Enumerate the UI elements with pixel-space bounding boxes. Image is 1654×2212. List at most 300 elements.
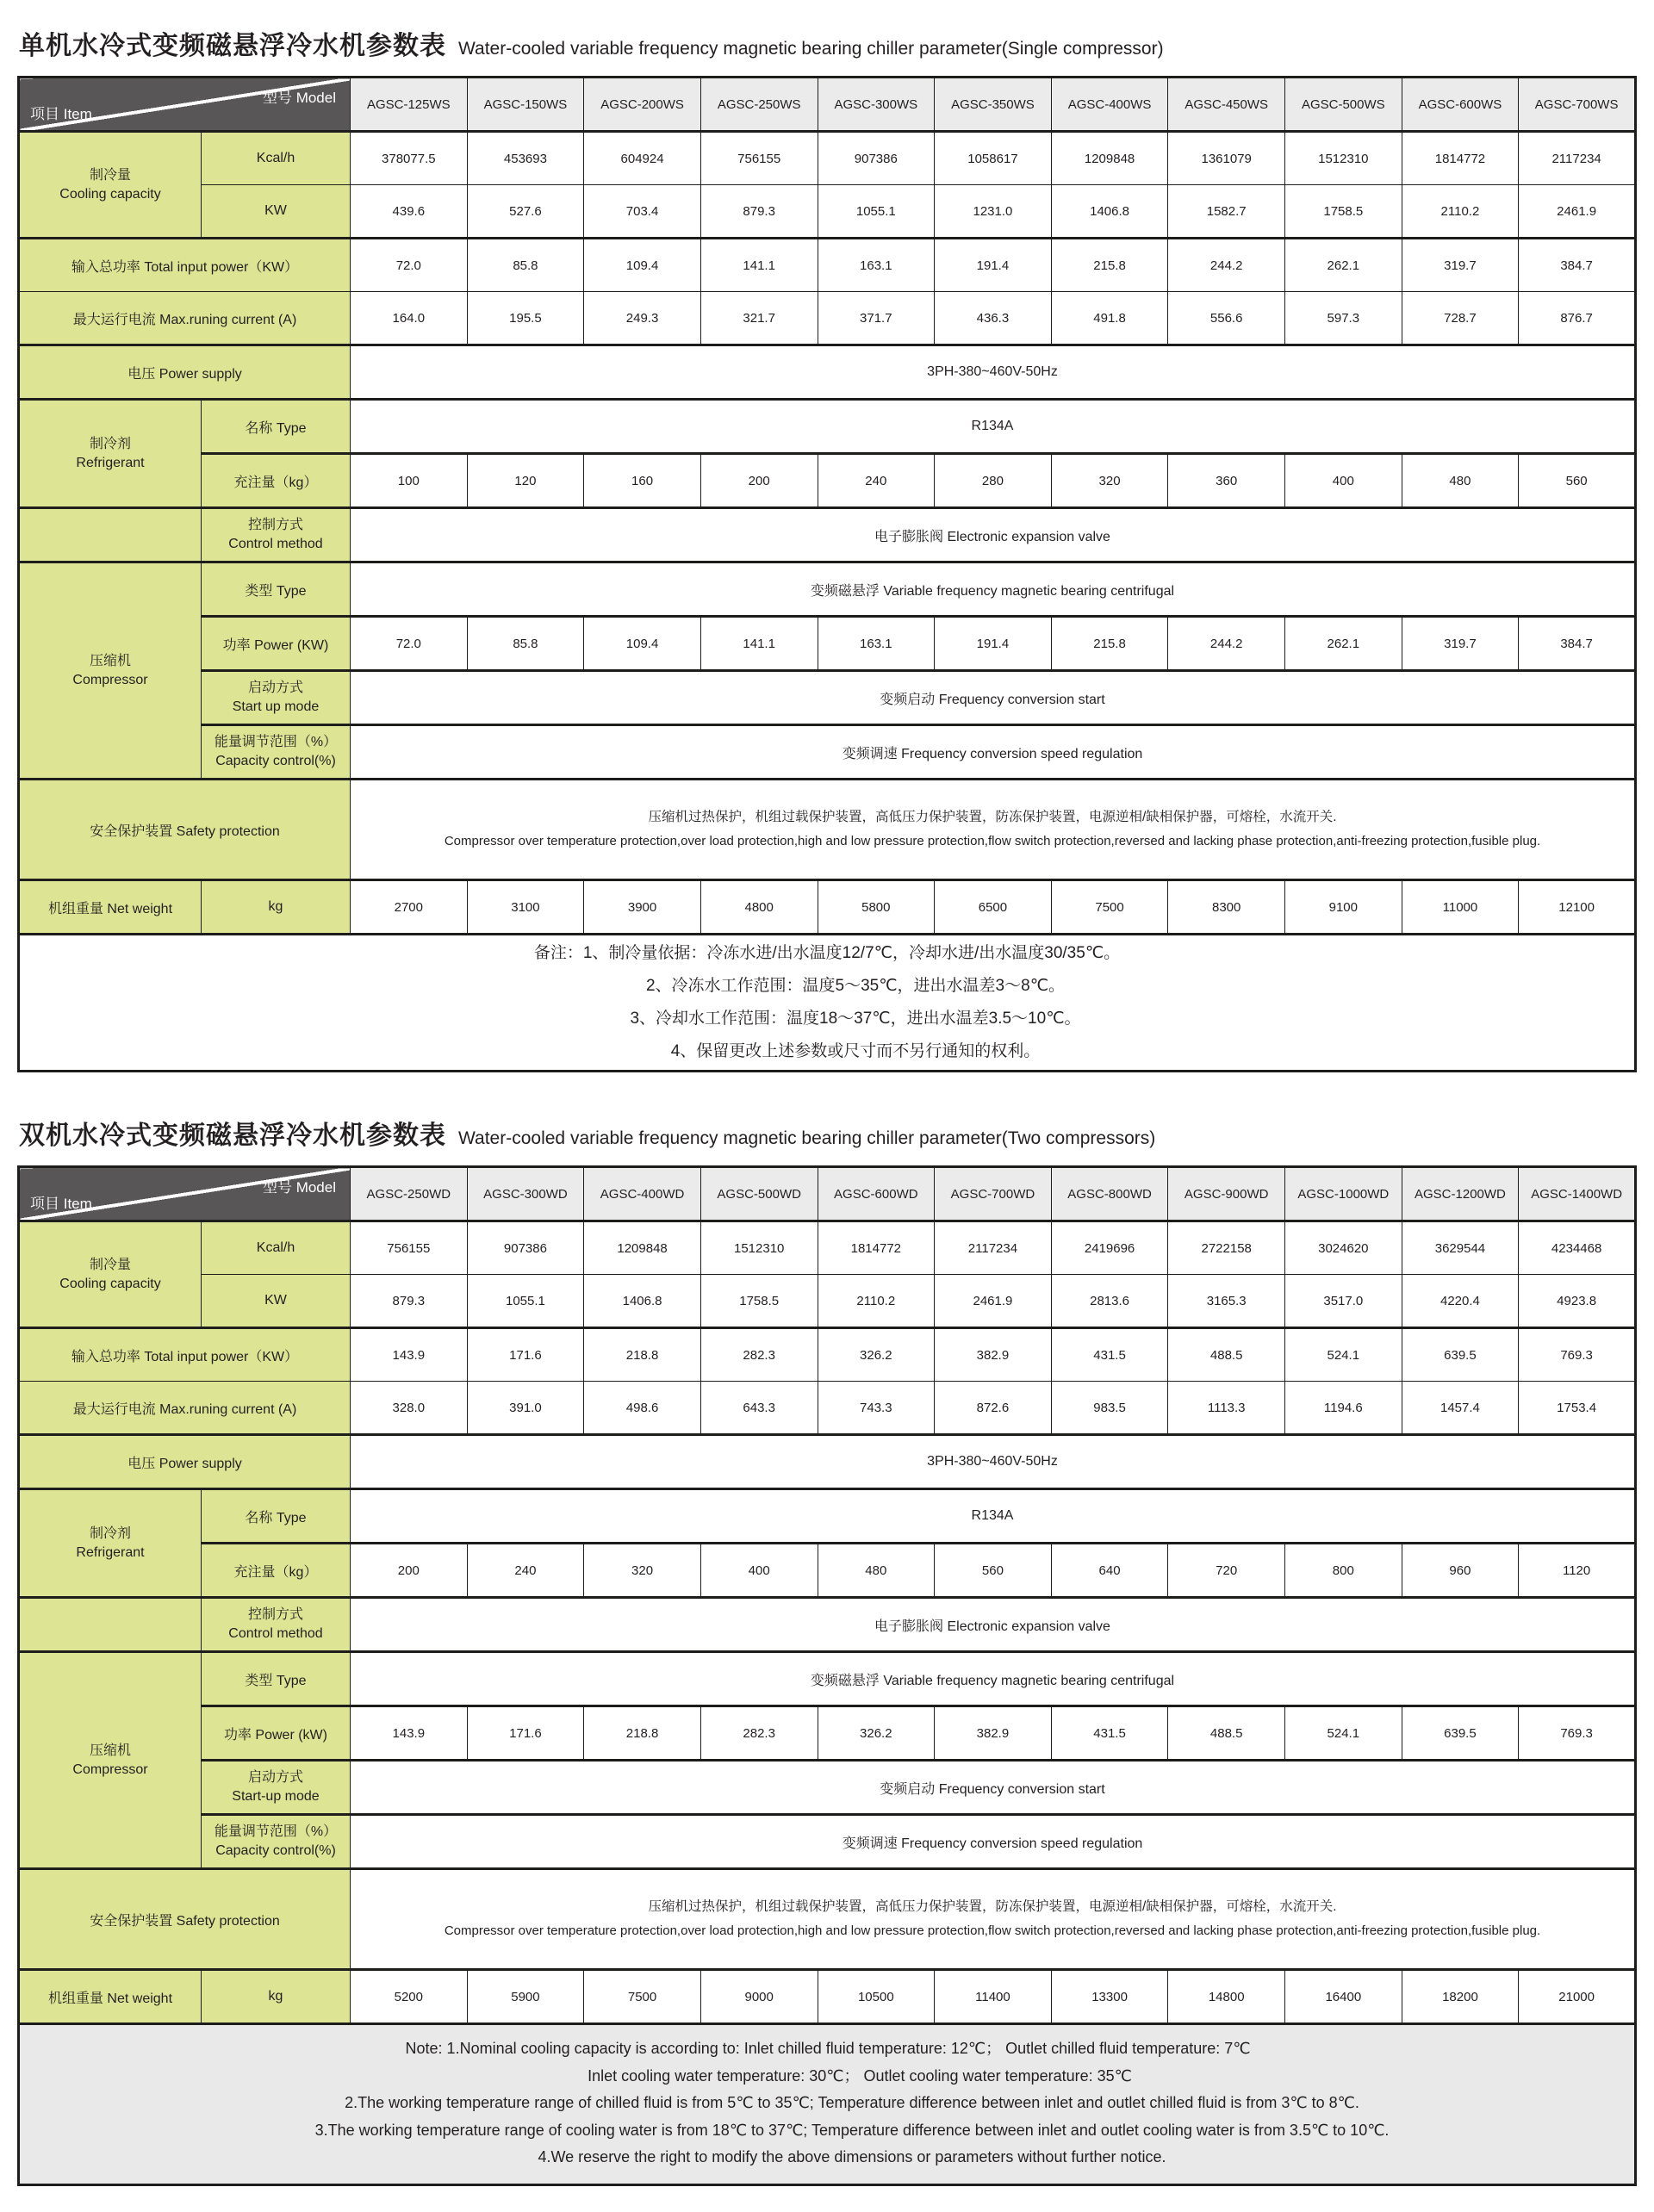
note-line: 4、保留更改上述参数或尺寸而不另行通知的权利。 xyxy=(670,1042,1041,1060)
title-en: Water-cooled variable frequency magnetic bearing chiller parameter(Single compressor) xyxy=(458,39,1164,59)
label-zh: 能量调节范围（%） xyxy=(214,735,338,750)
value-cell: 360 xyxy=(1168,454,1285,508)
safety-protection-value xyxy=(351,1869,1636,1970)
value-cell: 431.5 xyxy=(1051,1328,1168,1382)
item-header-label: 项目 Item xyxy=(30,1196,92,1212)
value-cell: 2117234 xyxy=(1519,132,1636,185)
value-cell: 1209848 xyxy=(1051,132,1168,185)
net-weight-label: 机组重量 Net weight xyxy=(19,1970,202,2024)
refrigerant-type-value: R134A xyxy=(351,400,1636,454)
value-cell: 1120 xyxy=(1519,1544,1636,1598)
label-zh: 控制方式 xyxy=(247,518,303,533)
single-compressor-table xyxy=(17,76,1637,1072)
model-header-cell: AGSC-450WS xyxy=(1168,78,1285,132)
cooling-kcal-row xyxy=(19,1221,1636,1275)
model-header-label: 型号 Model xyxy=(262,1179,336,1196)
value-cell: 280 xyxy=(935,454,1052,508)
value-cell: 3629544 xyxy=(1402,1221,1519,1275)
value-cell: 1209848 xyxy=(584,1221,701,1275)
compressor-type-row xyxy=(19,1652,1636,1706)
compressor-group-label xyxy=(19,562,202,780)
label-zh: 启动方式 xyxy=(247,680,303,696)
label-zh: 启动方式 xyxy=(247,1770,303,1786)
label-en: Control method xyxy=(228,1626,323,1641)
value-cell: 524.1 xyxy=(1285,1328,1402,1382)
cooling-capacity-group-label xyxy=(19,1221,202,1328)
value-cell: 191.4 xyxy=(935,239,1052,292)
label-en: Cooling capacity xyxy=(59,1276,161,1291)
value-cell: 7500 xyxy=(584,1970,701,2024)
value-cell: 640 xyxy=(1051,1544,1168,1598)
cooling-kw-row xyxy=(19,185,1636,239)
notes-block xyxy=(19,2024,1636,2185)
value-cell: 244.2 xyxy=(1168,239,1285,292)
value-cell: 4800 xyxy=(700,880,818,935)
max-current-label: 最大运行电流 Max.runing current (A) xyxy=(19,1382,351,1435)
value-cell: 436.3 xyxy=(935,292,1052,345)
note-line: 4.We reserve the right to modify the above dimensions or parameters without further notice. xyxy=(538,2148,1166,2165)
value-cell: 1758.5 xyxy=(700,1275,818,1328)
value-cell: 72.0 xyxy=(351,617,468,671)
two-compressors-title xyxy=(19,1114,1637,1152)
value-cell: 4234468 xyxy=(1519,1221,1636,1275)
startup-mode-label xyxy=(202,1761,351,1815)
power-supply-value: 3PH-380~460V-50Hz xyxy=(351,345,1636,400)
power-supply-label: 电压 Power supply xyxy=(19,1435,351,1489)
capacity-control-row xyxy=(19,725,1636,780)
value-cell: 85.8 xyxy=(467,239,584,292)
compressor-power-row xyxy=(19,1706,1636,1761)
label-zh: 制冷量 xyxy=(89,1257,131,1272)
value-cell: 453693 xyxy=(467,132,584,185)
value-cell: 200 xyxy=(351,1544,468,1598)
model-header-cell: AGSC-600WD xyxy=(818,1167,935,1221)
net-weight-row xyxy=(19,1970,1636,2024)
value-cell: 9100 xyxy=(1285,880,1402,935)
value-cell: 164.0 xyxy=(351,292,468,345)
model-header-cell: AGSC-200WS xyxy=(584,78,701,132)
value-cell: 320 xyxy=(1051,454,1168,508)
value-cell: 639.5 xyxy=(1402,1328,1519,1382)
value-cell: 5800 xyxy=(818,880,935,935)
value-cell: 72.0 xyxy=(351,239,468,292)
capacity-control-label xyxy=(202,725,351,780)
notes-row xyxy=(19,2024,1636,2185)
compressor-type-value: 变频磁悬浮 Variable frequency magnetic bearing centrifugal xyxy=(351,562,1636,617)
value-cell: 262.1 xyxy=(1285,239,1402,292)
label-zh: 制冷剂 xyxy=(89,1525,131,1541)
safety-text-zh: 压缩机过热保护，机组过载保护装置，高低压力保护装置，防冻保护装置，电源逆相/缺相保护器，可熔栓，水流开关. xyxy=(648,1899,1337,1915)
compressor-type-row xyxy=(19,562,1636,617)
value-cell: 326.2 xyxy=(818,1706,935,1761)
value-cell: 141.1 xyxy=(700,617,818,671)
value-cell: 872.6 xyxy=(935,1382,1052,1435)
value-cell: 2419696 xyxy=(1051,1221,1168,1275)
value-cell: 743.3 xyxy=(818,1382,935,1435)
value-cell: 2461.9 xyxy=(935,1275,1052,1328)
value-cell: 2117234 xyxy=(935,1221,1052,1275)
value-cell: 527.6 xyxy=(467,185,584,239)
value-cell: 143.9 xyxy=(351,1328,468,1382)
value-cell: 524.1 xyxy=(1285,1706,1402,1761)
value-cell: 100 xyxy=(351,454,468,508)
value-cell: 384.7 xyxy=(1519,239,1636,292)
value-cell: 3100 xyxy=(467,880,584,935)
model-header-row xyxy=(19,78,1636,132)
empty-group-cell xyxy=(19,508,202,562)
value-cell: 907386 xyxy=(467,1221,584,1275)
cooling-kcal-row xyxy=(19,132,1636,185)
input-power-row xyxy=(19,239,1636,292)
value-cell: 85.8 xyxy=(467,617,584,671)
safety-protection-value xyxy=(351,780,1636,880)
value-cell: 6500 xyxy=(935,880,1052,935)
model-header-cell: AGSC-300WS xyxy=(818,78,935,132)
value-cell: 400 xyxy=(1285,454,1402,508)
model-header-cell: AGSC-250WD xyxy=(351,1167,468,1221)
value-cell: 282.3 xyxy=(700,1706,818,1761)
value-cell: 556.6 xyxy=(1168,292,1285,345)
model-header-cell: AGSC-700WS xyxy=(1519,78,1636,132)
value-cell: 1814772 xyxy=(818,1221,935,1275)
value-cell: 728.7 xyxy=(1402,292,1519,345)
net-weight-unit: kg xyxy=(202,880,351,935)
compressor-type-label: 类型 Type xyxy=(202,1652,351,1706)
value-cell: 431.5 xyxy=(1051,1706,1168,1761)
value-cell: 983.5 xyxy=(1051,1382,1168,1435)
value-cell: 1582.7 xyxy=(1168,185,1285,239)
value-cell: 4923.8 xyxy=(1519,1275,1636,1328)
notes-row xyxy=(19,935,1636,1072)
value-cell: 218.8 xyxy=(584,1706,701,1761)
kcal-unit-label: Kcal/h xyxy=(202,1221,351,1275)
value-cell: 2813.6 xyxy=(1051,1275,1168,1328)
value-cell: 249.3 xyxy=(584,292,701,345)
value-cell: 3165.3 xyxy=(1168,1275,1285,1328)
model-header-cell: AGSC-600WS xyxy=(1402,78,1519,132)
kcal-unit-label: Kcal/h xyxy=(202,132,351,185)
value-cell: 604924 xyxy=(584,132,701,185)
value-cell: 378077.5 xyxy=(351,132,468,185)
model-header-cell: AGSC-400WD xyxy=(584,1167,701,1221)
label-zh: 制冷剂 xyxy=(89,436,131,451)
value-cell: 1113.3 xyxy=(1168,1382,1285,1435)
model-header-cell: AGSC-250WS xyxy=(700,78,818,132)
safety-protection-label: 安全保护装置 Safety protection xyxy=(19,780,351,880)
input-power-label: 输入总功率 Total input power（KW） xyxy=(19,239,351,292)
safety-text-zh: 压缩机过热保护，机组过载保护装置，高低压力保护装置，防冻保护装置，电源逆相/缺相保护器，可熔栓，水流开关. xyxy=(648,810,1337,825)
value-cell: 703.4 xyxy=(584,185,701,239)
input-power-row xyxy=(19,1328,1636,1382)
model-header-cell: AGSC-900WD xyxy=(1168,1167,1285,1221)
control-method-value: 电子膨胀阀 Electronic expansion valve xyxy=(351,508,1636,562)
label-en: Capacity control(%) xyxy=(215,754,336,768)
value-cell: 1758.5 xyxy=(1285,185,1402,239)
refrigerant-type-row xyxy=(19,1489,1636,1544)
single-compressor-title xyxy=(19,24,1637,62)
note-line: Inlet cooling water temperature: 30℃； Outlet cooling water temperature: 35℃ xyxy=(588,2066,1132,2085)
startup-mode-value: 变频启动 Frequency conversion start xyxy=(351,671,1636,725)
value-cell: 109.4 xyxy=(584,617,701,671)
max-current-label: 最大运行电流 Max.runing current (A) xyxy=(19,292,351,345)
value-cell: 5900 xyxy=(467,1970,584,2024)
value-cell: 3900 xyxy=(584,880,701,935)
value-cell: 1457.4 xyxy=(1402,1382,1519,1435)
value-cell: 480 xyxy=(818,1544,935,1598)
compressor-type-value: 变频磁悬浮 Variable frequency magnetic bearing centrifugal xyxy=(351,1652,1636,1706)
model-header-cell: AGSC-500WD xyxy=(700,1167,818,1221)
value-cell: 18200 xyxy=(1402,1970,1519,2024)
value-cell: 13300 xyxy=(1051,1970,1168,2024)
value-cell: 16400 xyxy=(1285,1970,1402,2024)
value-cell: 960 xyxy=(1402,1544,1519,1598)
value-cell: 109.4 xyxy=(584,239,701,292)
value-cell: 1753.4 xyxy=(1519,1382,1636,1435)
label-en: Capacity control(%) xyxy=(215,1843,336,1858)
value-cell: 876.7 xyxy=(1519,292,1636,345)
two-compressors-table xyxy=(17,1165,1637,2186)
value-cell: 163.1 xyxy=(818,617,935,671)
model-header-cell: AGSC-125WS xyxy=(351,78,468,132)
value-cell: 319.7 xyxy=(1402,617,1519,671)
value-cell: 11400 xyxy=(935,1970,1052,2024)
value-cell: 321.7 xyxy=(700,292,818,345)
model-header-label: 型号 Model xyxy=(262,90,336,106)
capacity-control-row xyxy=(19,1815,1636,1869)
model-header-cell: AGSC-400WS xyxy=(1051,78,1168,132)
value-cell: 1814772 xyxy=(1402,132,1519,185)
startup-mode-row xyxy=(19,1761,1636,1815)
value-cell: 756155 xyxy=(700,132,818,185)
value-cell: 639.5 xyxy=(1402,1706,1519,1761)
value-cell: 240 xyxy=(467,1544,584,1598)
value-cell: 2700 xyxy=(351,880,468,935)
max-current-row xyxy=(19,1382,1636,1435)
value-cell: 879.3 xyxy=(700,185,818,239)
control-method-label xyxy=(202,508,351,562)
label-en: Compressor xyxy=(72,672,148,687)
value-cell: 400 xyxy=(700,1544,818,1598)
value-cell: 282.3 xyxy=(700,1328,818,1382)
capacity-control-value: 变频调速 Frequency conversion speed regulation xyxy=(351,725,1636,780)
value-cell: 10500 xyxy=(818,1970,935,2024)
control-method-label xyxy=(202,1598,351,1652)
value-cell: 769.3 xyxy=(1519,1706,1636,1761)
value-cell: 2110.2 xyxy=(1402,185,1519,239)
label-en: Compressor xyxy=(72,1762,148,1777)
value-cell: 2722158 xyxy=(1168,1221,1285,1275)
value-cell: 215.8 xyxy=(1051,617,1168,671)
value-cell: 328.0 xyxy=(351,1382,468,1435)
value-cell: 9000 xyxy=(700,1970,818,2024)
value-cell: 1055.1 xyxy=(818,185,935,239)
model-header-cell: AGSC-150WS xyxy=(467,78,584,132)
value-cell: 1361079 xyxy=(1168,132,1285,185)
refrigerant-charge-row xyxy=(19,454,1636,508)
net-weight-row xyxy=(19,880,1636,935)
value-cell: 491.8 xyxy=(1051,292,1168,345)
refrigerant-type-value: R134A xyxy=(351,1489,1636,1544)
title-en: Water-cooled variable frequency magnetic bearing chiller parameter(Two compressors) xyxy=(458,1128,1156,1148)
value-cell: 262.1 xyxy=(1285,617,1402,671)
power-supply-value: 3PH-380~460V-50Hz xyxy=(351,1435,1636,1489)
compressor-power-label: 功率 Power (kW) xyxy=(202,1706,351,1761)
value-cell: 1406.8 xyxy=(1051,185,1168,239)
model-header-cell: AGSC-1000WD xyxy=(1285,1167,1402,1221)
value-cell: 597.3 xyxy=(1285,292,1402,345)
value-cell: 391.0 xyxy=(467,1382,584,1435)
safety-text-en: Compressor over temperature protection,over load protection,high and low pressure protection,flow switch protection,reversed and lacking phase protection,anti-freezing protection,fusible plug. xyxy=(444,834,1541,849)
power-supply-row xyxy=(19,345,1636,400)
value-cell: 240 xyxy=(818,454,935,508)
value-cell: 160 xyxy=(584,454,701,508)
diagonal-header-cell xyxy=(19,78,351,132)
refrigerant-type-row xyxy=(19,400,1636,454)
power-supply-label: 电压 Power supply xyxy=(19,345,351,400)
value-cell: 1512310 xyxy=(700,1221,818,1275)
notes-block xyxy=(19,935,1636,1072)
value-cell: 326.2 xyxy=(818,1328,935,1382)
value-cell: 382.9 xyxy=(935,1328,1052,1382)
value-cell: 319.7 xyxy=(1402,239,1519,292)
value-cell: 2110.2 xyxy=(818,1275,935,1328)
value-cell: 200 xyxy=(700,454,818,508)
compressor-group-label xyxy=(19,1652,202,1869)
value-cell: 1058617 xyxy=(935,132,1052,185)
value-cell: 8300 xyxy=(1168,880,1285,935)
value-cell: 488.5 xyxy=(1168,1328,1285,1382)
power-supply-row xyxy=(19,1435,1636,1489)
value-cell: 439.6 xyxy=(351,185,468,239)
value-cell: 14800 xyxy=(1168,1970,1285,2024)
value-cell: 195.5 xyxy=(467,292,584,345)
value-cell: 1406.8 xyxy=(584,1275,701,1328)
capacity-control-value: 变频调速 Frequency conversion speed regulation xyxy=(351,1815,1636,1869)
note-line: 备注：1、制冷量依据：冷冻水进/出水温度12/7℃，冷却水进/出水温度30/35℃。 xyxy=(533,944,1121,962)
cooling-kw-row xyxy=(19,1275,1636,1328)
value-cell: 643.3 xyxy=(700,1382,818,1435)
value-cell: 1055.1 xyxy=(467,1275,584,1328)
value-cell: 215.8 xyxy=(1051,239,1168,292)
note-line: 2.The working temperature range of chilled fluid is from 5℃ to 35℃; Temperature difference between inlet and outlet chilled fluid is from 3℃ to 8℃. xyxy=(345,2094,1359,2111)
note-line: 2、冷冻水工作范围：温度5～35℃，进出水温差3～8℃。 xyxy=(645,977,1066,995)
diagonal-header-cell xyxy=(19,1167,351,1221)
model-header-cell: AGSC-500WS xyxy=(1285,78,1402,132)
value-cell: 560 xyxy=(1519,454,1636,508)
refrigerant-group-label xyxy=(19,1489,202,1598)
value-cell: 480 xyxy=(1402,454,1519,508)
kw-unit-label: KW xyxy=(202,185,351,239)
label-zh: 制冷量 xyxy=(89,167,131,183)
safety-text-en: Compressor over temperature protection,over load protection,high and low pressure protection,flow switch protection,reversed and lacking phase protection,anti-freezing protection,fusible plug. xyxy=(444,1923,1541,1939)
value-cell: 371.7 xyxy=(818,292,935,345)
value-cell: 191.4 xyxy=(935,617,1052,671)
label-en: Start-up mode xyxy=(232,1789,320,1804)
label-zh: 能量调节范围（%） xyxy=(214,1824,338,1840)
value-cell: 244.2 xyxy=(1168,617,1285,671)
value-cell: 800 xyxy=(1285,1544,1402,1598)
value-cell: 384.7 xyxy=(1519,617,1636,671)
net-weight-unit: kg xyxy=(202,1970,351,2024)
refrigerant-type-label: 名称 Type xyxy=(202,1489,351,1544)
value-cell: 5200 xyxy=(351,1970,468,2024)
note-line: 3.The working temperature range of cooling water is from 18℃ to 37℃; Temperature difference between inlet and outlet cooling water is from 3.5℃ to 10℃. xyxy=(314,2121,1390,2139)
value-cell: 879.3 xyxy=(351,1275,468,1328)
value-cell: 498.6 xyxy=(584,1382,701,1435)
value-cell: 756155 xyxy=(351,1221,468,1275)
max-current-row xyxy=(19,292,1636,345)
value-cell: 218.8 xyxy=(584,1328,701,1382)
note-line: Note: 1.Nominal cooling capacity is according to: Inlet chilled fluid temperature: 12℃； Outlet chilled fluid temperature: 7℃ xyxy=(405,2040,1251,2057)
item-header-label: 项目 Item xyxy=(30,106,92,122)
refrigerant-charge-row xyxy=(19,1544,1636,1598)
input-power-label: 输入总功率 Total input power（KW） xyxy=(19,1328,351,1382)
note-line: 3、冷却水工作范围：温度18～37℃，进出水温差3.5～10℃。 xyxy=(630,1010,1081,1028)
cooling-capacity-group-label xyxy=(19,132,202,239)
startup-mode-label xyxy=(202,671,351,725)
startup-mode-value: 变频启动 Frequency conversion start xyxy=(351,1761,1636,1815)
value-cell: 143.9 xyxy=(351,1706,468,1761)
model-header-cell: AGSC-1400WD xyxy=(1519,1167,1636,1221)
value-cell: 3517.0 xyxy=(1285,1275,1402,1328)
value-cell: 1512310 xyxy=(1285,132,1402,185)
label-en: Cooling capacity xyxy=(59,186,161,202)
compressor-power-row xyxy=(19,617,1636,671)
kw-unit-label: KW xyxy=(202,1275,351,1328)
model-header-cell: AGSC-800WD xyxy=(1051,1167,1168,1221)
value-cell: 320 xyxy=(584,1544,701,1598)
value-cell: 560 xyxy=(935,1544,1052,1598)
label-zh: 控制方式 xyxy=(247,1607,303,1623)
refrigerant-charge-label: 充注量（kg） xyxy=(202,1544,351,1598)
safety-protection-row xyxy=(19,780,1636,880)
value-cell: 1231.0 xyxy=(935,185,1052,239)
value-cell: 171.6 xyxy=(467,1328,584,1382)
value-cell: 720 xyxy=(1168,1544,1285,1598)
value-cell: 1194.6 xyxy=(1285,1382,1402,1435)
empty-group-cell xyxy=(19,1598,202,1652)
model-header-cell: AGSC-700WD xyxy=(935,1167,1052,1221)
value-cell: 2461.9 xyxy=(1519,185,1636,239)
label-en: Start up mode xyxy=(232,699,320,714)
value-cell: 488.5 xyxy=(1168,1706,1285,1761)
safety-protection-row xyxy=(19,1869,1636,1970)
startup-mode-row xyxy=(19,671,1636,725)
value-cell: 141.1 xyxy=(700,239,818,292)
model-header-cell: AGSC-1200WD xyxy=(1402,1167,1519,1221)
control-method-row xyxy=(19,508,1636,562)
label-zh: 压缩机 xyxy=(89,1743,131,1758)
label-en: Control method xyxy=(228,537,323,551)
value-cell: 382.9 xyxy=(935,1706,1052,1761)
value-cell: 7500 xyxy=(1051,880,1168,935)
value-cell: 21000 xyxy=(1519,1970,1636,2024)
value-cell: 3024620 xyxy=(1285,1221,1402,1275)
label-en: Refrigerant xyxy=(76,1544,145,1560)
value-cell: 120 xyxy=(467,454,584,508)
net-weight-label: 机组重量 Net weight xyxy=(19,880,202,935)
value-cell: 163.1 xyxy=(818,239,935,292)
value-cell: 4220.4 xyxy=(1402,1275,1519,1328)
title-zh: 单机水冷式变频磁悬浮冷水机参数表 xyxy=(19,32,446,60)
title-zh: 双机水冷式变频磁悬浮冷水机参数表 xyxy=(19,1122,446,1150)
control-method-row xyxy=(19,1598,1636,1652)
control-method-value: 电子膨胀阀 Electronic expansion valve xyxy=(351,1598,1636,1652)
value-cell: 11000 xyxy=(1402,880,1519,935)
model-header-cell: AGSC-300WD xyxy=(467,1167,584,1221)
value-cell: 769.3 xyxy=(1519,1328,1636,1382)
label-en: Refrigerant xyxy=(76,455,145,470)
